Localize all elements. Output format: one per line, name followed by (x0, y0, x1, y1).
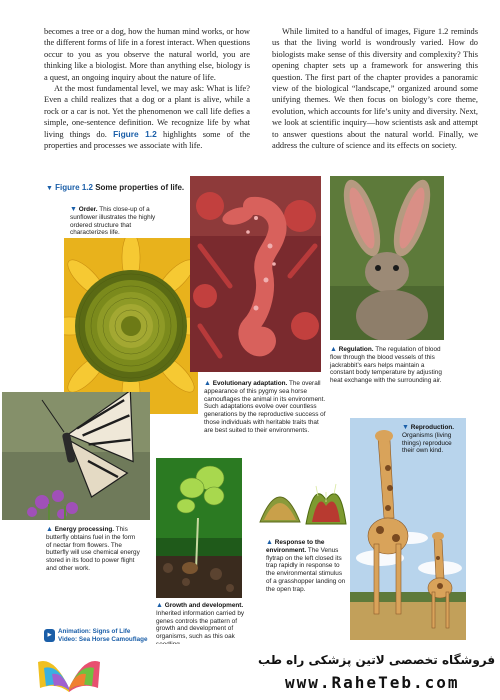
sunflower-photo (64, 238, 198, 414)
media-play-icon: ▶ (44, 629, 55, 642)
sea-horse-photo (190, 176, 321, 372)
caption-pointer-icon: ▼ (46, 185, 53, 192)
caption-evolutionary-adaptation: ▲ Evolutionary adaptation. The overall appearance of this pygmy sea horse camouflages the animal in its environment. Such adaptations evolve over countless generations by the reproductive success of those individuals with heritable traits that are best suited to their environments. (204, 380, 326, 434)
text-column-left (44, 26, 250, 151)
caption-regulation: ▲ Regulation. The regulation of blood flow through the blood vessels of this jackrabbit’s ears helps maintain a constant body temperature by adjusting heat exchange with the surrounding air. (330, 346, 442, 385)
venus-flytrap-photo (256, 472, 350, 536)
paragraph: At the most fundamental level, we may ask: What is life? Even a child realizes that a dog or a plant is alive, while a rock or a car is not. Yet the phenomenon we call life defies a simple, one-sentence definition. We recognize life by what living things do. Figure 1.2 highlights some of the properties and processes we associate with life. (44, 84, 251, 151)
caption-response-to-environment: ▲ Response to the environment. The Venus flytrap on the left closed its trap rapidly in response to the environmental stimulus of a grasshopper landing on the open trap. (266, 539, 346, 593)
caption-pointer-icon: ▲ (156, 602, 163, 609)
caption-pointer-icon: ▲ (204, 380, 211, 387)
caption-pointer-icon: ▲ (46, 526, 53, 533)
oak-seedling-photo (156, 458, 242, 598)
caption-reproduction: ▼ Reproduction. Organisms (living things) reproduce their own kind. (402, 424, 455, 455)
caption-pointer-icon: ▲ (330, 346, 337, 353)
store-url[interactable]: www.RaheTeb.com (285, 673, 460, 692)
caption-order: ▼ Order. This close-up of a sunflower illustrates the highly ordered structure that characterizes life. (70, 206, 156, 237)
paragraph: While limited to a handful of images, Figure 1.2 reminds us that the living world is wondrously varied. How do biologists make sense of this diversity and complexity? This opening chapter sets up a framework for answering this question. The first part of the chapter provides a panoramic view of the biological “landscape,” organized around some unifying themes. We then focus on biology’s core theme, evolution, which accounts for life’s unity and diversity. Next, we look at scientific inquiry—how scientists ask and attempt to answer questions about the natural world. Finally, we address the culture of science and its effects on society. (272, 27, 478, 151)
caption-pointer-icon: ▼ (70, 206, 77, 213)
animation-link[interactable]: Animation: Signs of Life (58, 628, 131, 635)
jackrabbit-photo (330, 176, 444, 340)
paragraph: becomes a tree or a dog, how the human mind works, or how the different forms of life in a forest interact. When questions occur to you as you observe the natural world, you are thinking like a biologist. More than anything else, biology is a quest, an ongoing inquiry about the nature of life. (44, 27, 250, 82)
caption-energy-processing: ▲ Energy processing. This butterfly obtains fuel in the form of nectar from flowers. The butterfly will use chemical energy stored in its food to power flight and other work. (46, 526, 140, 572)
video-link[interactable]: Video: Sea Horse Camouflage (58, 635, 148, 643)
butterfly-photo (2, 392, 150, 520)
book-logo-icon (34, 648, 104, 696)
caption-growth-and-development: ▲ Growth and development. Inherited information carried by genes controls the pattern of growth and development of organisms, such as this oak (156, 602, 245, 641)
text-column-right (272, 26, 478, 151)
store-name-persian: فروشگاه تخصصی لاتین پزشکی راه طب (258, 653, 496, 667)
caption-pointer-icon: ▼ (402, 424, 409, 431)
figure-reference-link[interactable]: Figure 1.2 (113, 128, 157, 139)
caption-pointer-icon: ▲ (266, 539, 273, 546)
figure-title: ▼ Figure 1.2 Some properties of life. (46, 183, 185, 192)
